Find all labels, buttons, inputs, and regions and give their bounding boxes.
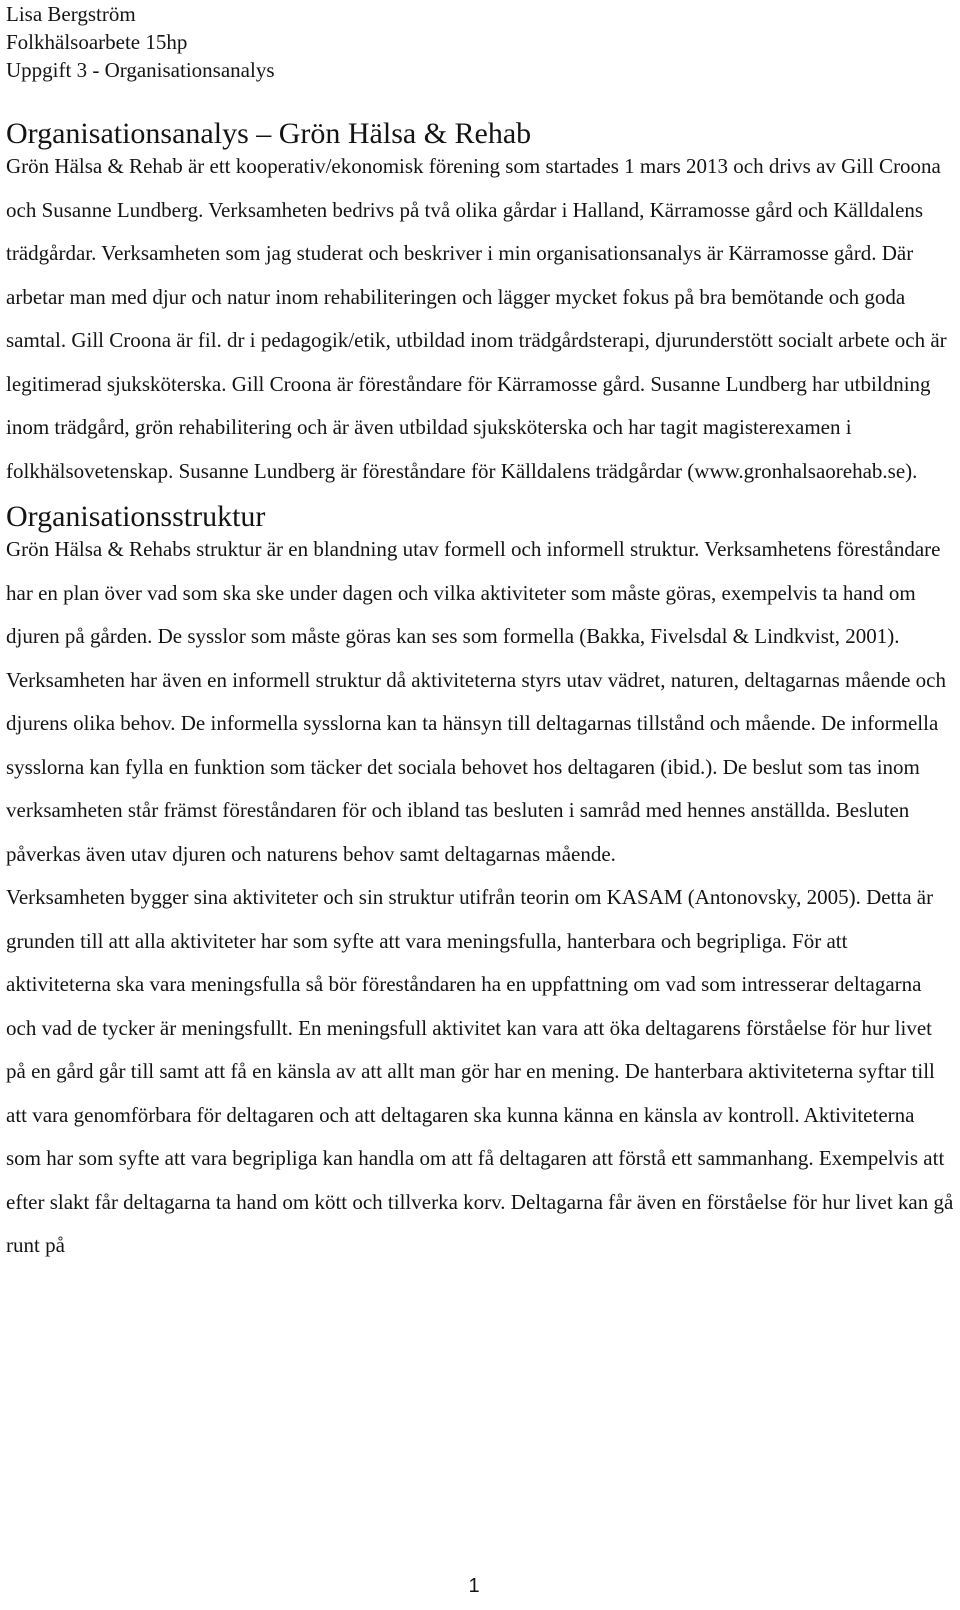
body-paragraph: Verksamheten bygger sina aktiviteter och sin struktur utifrån teorin om KASAM (Antonovsky, 2005). Detta är grunden till att alla aktiviteter har som syfte att vara meningsfulla, hanterbara och begripliga. För att aktiviteterna ska vara meningsfulla så bör föreståndaren ha en uppfattning om vad som intresserar deltagarna och vad de tycker är meningsfullt. En meningsfull aktivitet kan vara att öka deltagarens förståelse för hur livet på en gård går till samt att få en känsla av att allt man gör har en mening. De hanterbara aktiviteterna syftar till att vara genomförbara för deltagaren och att deltagaren ska kunna känna en känsla av kontroll. Aktiviteterna som har som syfte att vara begripliga kan handla om att få deltagaren att förstå ett sammanhang. Exempelvis att efter slakt får deltagarna ta hand om kött och tillverka korv. Deltagarna får även en förståelse för hur livet kan gå runt på	[6, 885, 954, 1257]
section-title: Organisationsanalys – Grön Hälsa & Rehab	[6, 117, 532, 150]
body-paragraph: Grön Hälsa & Rehab är ett kooperativ/ekonomisk förening som startades 1 mars 2013 och drivs av Gill Croona och Susanne Lundberg. Verksamheten bedrivs på två olika gårdar i Halland, Kärramosse gård och Källdalens trädgårdar. Verksamheten som jag studerat och beskriver i min organisationsanalys är Kärramosse gård. Där arbetar man med djur och natur inom rehabiliteringen och lägger mycket fokus på bra bemötande och goda samtal. Gill Croona är fil. dr i pedagogik/etik, utbildad inom trädgårdsterapi, djurunderstött socialt arbete och är legitimerad sjuksköterska. Gill Croona är föreståndare för Kärramosse gård. Susanne Lundberg har utbildning inom trädgård, grön rehabilitering och är även utbildad sjuksköterska och har tagit magisterexamen i folkhälsovetenskap. Susanne Lundberg är föreståndare för Källdalens trädgårdar (www.gronhalsaorehab.se).	[6, 154, 947, 483]
body-paragraph: Grön Hälsa & Rehabs struktur är en blandning utav formell och informell struktur. Verksamhetens föreståndare har en plan över vad som ska ske under dagen och vilka aktiviteter som måste göras, exempelvis ta hand om djuren på gården. De sysslor som måste göras kan ses som formella (Bakka, Fivelsdal & Lindkvist, 2001). Verksamheten har även en informell struktur då aktiviteterna styrs utav vädret, naturen, deltagarnas mående och djurens olika behov. De informella sysslorna kan ta hänsyn till deltagarnas tillstånd och mående. De informella sysslorna kan fylla en funktion som täcker det sociala behovet hos deltagaren (ibid.). De beslut som tas inom verksamheten står främst föreståndaren för och ibland tas besluten i samråd med hennes anställda. Besluten påverkas även utav djuren och naturens behov samt deltagarnas mående.	[6, 537, 946, 866]
course-name: Folkhälsoarbete 15hp	[6, 30, 188, 54]
document-header	[6, 0, 954, 84]
section-title: Organisationsstruktur	[6, 500, 266, 533]
section-organisationsstruktur	[6, 499, 954, 1268]
section-organisationsanalys	[6, 116, 954, 493]
page-number: 1	[468, 1575, 480, 1597]
assignment-title: Uppgift 3 - Organisationsanalys	[6, 58, 275, 82]
document-page	[6, 0, 954, 1268]
author-name: Lisa Bergström	[6, 2, 136, 26]
